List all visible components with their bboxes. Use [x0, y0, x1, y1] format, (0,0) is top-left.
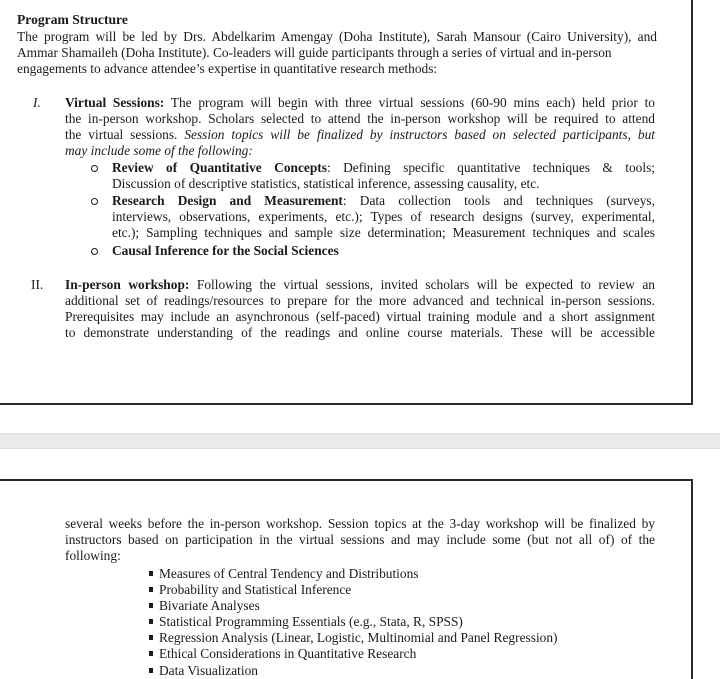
section-2-line-2: additional set of readings/resources to prepare for the more advanced and technical in-person sessions.: [65, 293, 655, 308]
section-1-text-3: the virtual sessions.: [65, 127, 185, 142]
workshop-topic: Bivariate Analyses: [159, 598, 260, 613]
page-break: [0, 405, 720, 479]
topic-2-line-2: interviews, observations, experiments, etc.); Types of research designs (survey, experimental,: [112, 209, 655, 224]
workshop-topic: Probability and Statistical Inference: [159, 582, 352, 597]
workshop-topic: Data Visualization: [159, 663, 258, 678]
topic-2-title: Research Design and Measurement: [112, 193, 343, 208]
topic-1-title: Review of Quantitative Concepts: [112, 160, 327, 175]
topic-1-text-1: : Defining specific quantitative techniques & tools;: [326, 160, 655, 175]
section-1-line-2: the in-person workshop. Scholars selected to attend the in-person workshop will be required to attend: [65, 111, 655, 126]
topic-3-title: Causal Inference for the Social Sciences: [112, 243, 339, 258]
square-bullet-icon: [149, 619, 153, 624]
circle-bullet-icon: [91, 165, 98, 172]
workshop-topic: Regression Analysis (Linear, Logistic, Multinomial and Panel Regression): [159, 630, 558, 645]
document-page-bottom: [0, 479, 693, 679]
continuation-line-3: following:: [65, 548, 121, 563]
section-1-title: Virtual Sessions:: [65, 95, 165, 110]
topic-1-line-2: Discussion of descriptive statistics, statistical inference, assessing causality, etc.: [112, 176, 540, 191]
section-heading: Program Structure: [17, 12, 128, 27]
topic-2-line-3: etc.); Sampling techniques and sample size determination; Measurement techniques and scales: [112, 225, 655, 240]
section-2-numeral: II.: [31, 277, 44, 292]
intro-line-2: Ammar Shamaileh (Doha Institute). Co-leaders will guide participants through a series of virtual and in-person: [17, 45, 612, 60]
circle-bullet-icon: [91, 198, 98, 205]
section-2-line-4: to demonstrate understanding of the readings and online course materials. These will be accessible: [65, 325, 655, 340]
intro-line-3: engagements to advance attendee’s expertise in quantitative research methods:: [17, 61, 438, 76]
topic-1-line-1: [112, 160, 655, 176]
section-2-title: In-person workshop:: [65, 277, 190, 292]
workshop-topic: Measures of Central Tendency and Distributions: [159, 566, 419, 581]
topic-2-text-1: : Data collection tools and techniques (surveys,: [342, 193, 655, 208]
square-bullet-icon: [149, 668, 153, 673]
intro-line-1: The program will be led by Drs. Abdelkarim Amengay (Doha Institute), Sarah Mansour (Cairo University), and: [17, 29, 657, 44]
section-2-line-1: [65, 277, 655, 293]
section-1-line-1: [65, 95, 655, 111]
square-bullet-icon: [149, 571, 153, 576]
section-1-numeral: I.: [33, 95, 41, 110]
square-bullet-icon: [149, 603, 153, 608]
section-1-line-3: [65, 127, 655, 143]
page-divider: [0, 433, 720, 449]
topic-2-line-1: [112, 193, 655, 209]
section-1-text-1: The program will begin with three virtual sessions (60-90 mins each) held prior to: [164, 95, 655, 110]
square-bullet-icon: [149, 635, 153, 640]
circle-bullet-icon: [91, 248, 98, 255]
section-1-italic-tail: Session topics will be finalized by instructors based on selected participants, but: [184, 127, 655, 142]
section-2-line-3: Prerequisites may include an asynchronous (self-paced) virtual training module and a short assignment: [65, 309, 655, 324]
square-bullet-icon: [149, 651, 153, 656]
square-bullet-icon: [149, 587, 153, 592]
section-2-text-1: Following the virtual sessions, invited scholars will be expected to review an: [189, 277, 655, 292]
workshop-topic: Ethical Considerations in Quantitative Research: [159, 646, 417, 661]
continuation-line-2: instructors based on participation in the virtual sessions and may include some (but not all of) of the: [65, 532, 655, 547]
workshop-topic: Statistical Programming Essentials (e.g., Stata, R, SPSS): [159, 614, 463, 629]
section-1-italic-line: may include some of the following:: [65, 143, 253, 158]
continuation-line-1: several weeks before the in-person workshop. Session topics at the 3-day workshop will be finalized by: [65, 516, 655, 531]
